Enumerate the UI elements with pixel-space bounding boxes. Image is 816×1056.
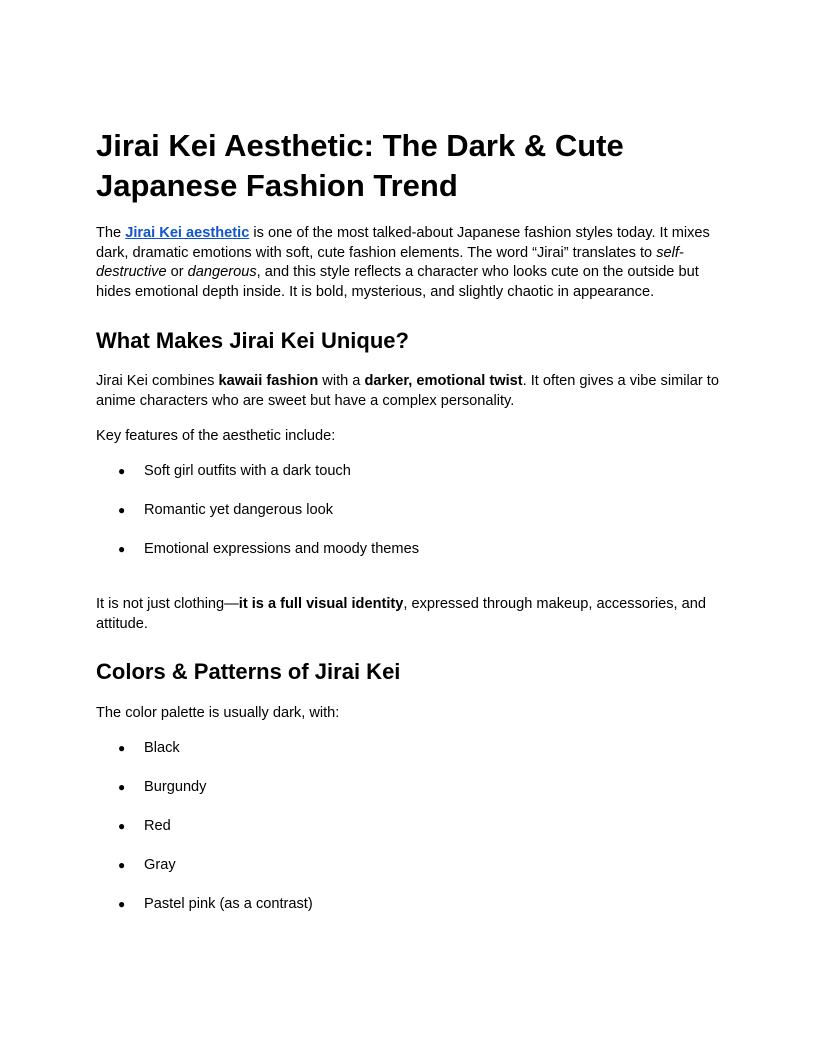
intro-paragraph: The Jirai Kei aesthetic is one of the most talked-about Japanese fashion styles today. It mixes dark, dramatic emotions with soft, cute fashion elements. The word “Jirai” translates to self-destructive or dangerous, and this style reflects a character who looks cute on the outside but hides emotional depth inside. It is bold, mysterious, and slightly chaotic in appearance. xyxy=(96,225,710,300)
key-features-list xyxy=(96,462,720,579)
section-heading-unique: What Makes Jirai Kei Unique? xyxy=(96,328,409,353)
list-item: ● Pastel pink (as a contrast) xyxy=(96,895,720,934)
list-item: ● Romantic yet dangerous look xyxy=(96,501,720,540)
list-item: ● Black xyxy=(96,739,720,778)
bullet-icon: ● xyxy=(118,741,126,755)
bullet-icon: ● xyxy=(118,858,126,872)
color-list xyxy=(96,739,720,934)
bullet-icon: ● xyxy=(118,819,126,833)
list-item: ● Red xyxy=(96,817,720,856)
bullet-icon: ● xyxy=(118,464,126,478)
list-item: ● Gray xyxy=(96,856,720,895)
list-item: ● Soft girl outfits with a dark touch xyxy=(96,462,720,501)
bullet-icon: ● xyxy=(118,780,126,794)
key-features-intro: Key features of the aesthetic include: xyxy=(96,428,336,444)
jirai-kei-aesthetic-link[interactable]: Jirai Kei aesthetic xyxy=(125,225,250,241)
list-item: ● Burgundy xyxy=(96,778,720,817)
color-palette-intro: The color palette is usually dark, with: xyxy=(96,705,340,721)
list-item: ● Emotional expressions and moody themes xyxy=(96,540,720,579)
bullet-icon: ● xyxy=(118,542,126,556)
bullet-icon: ● xyxy=(118,897,126,911)
page-title: Jirai Kei Aesthetic: The Dark & Cute Japanese Fashion Trend xyxy=(96,128,624,203)
section-heading-colors: Colors & Patterns of Jirai Kei xyxy=(96,659,401,684)
bullet-icon: ● xyxy=(118,503,126,517)
unique-paragraph: Jirai Kei combines kawaii fashion with a darker, emotional twist. It often gives a vibe similar to anime characters who are sweet but have a complex personality. xyxy=(96,373,719,409)
visual-identity-paragraph: It is not just clothing—it is a full visual identity, expressed through makeup, accessories, and attitude. xyxy=(96,596,706,632)
